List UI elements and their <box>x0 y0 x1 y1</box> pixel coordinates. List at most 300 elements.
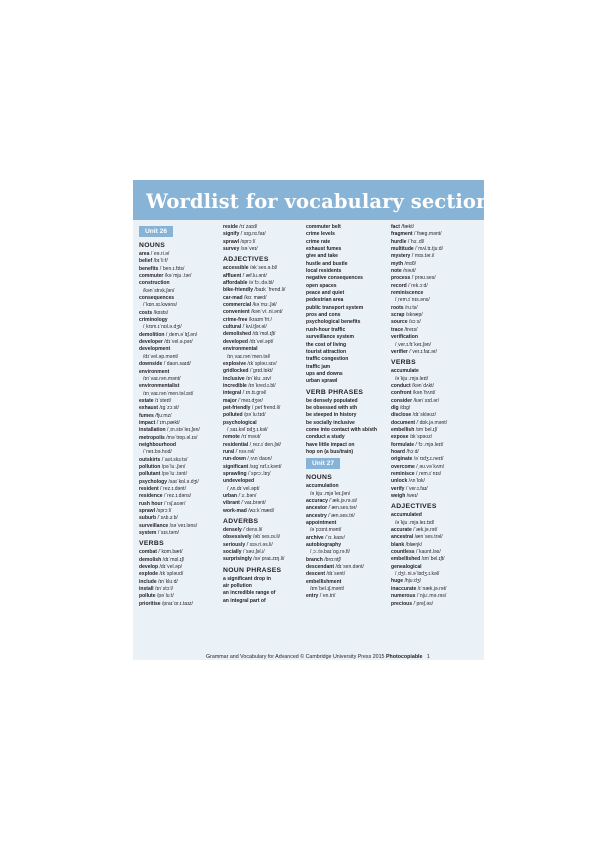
pronunciation: /dɪˈmɒl.ɪʃ/ <box>162 556 185 563</box>
pronunciation: /ˈfræɡ.mənt/ <box>414 231 442 238</box>
pronunciation: /ɪnˈkluː.sɪv/ <box>246 375 272 382</box>
headword: a significant drop in <box>223 575 271 582</box>
headword: explosive <box>223 360 247 367</box>
word-entry <box>223 376 301 383</box>
pronunciation: /ˈæf.lu.ənt/ <box>242 272 267 279</box>
pronunciation: /rɪˈzaɪd/ <box>239 224 258 230</box>
pronunciation: /ˈrʊə.rəl/ <box>235 448 255 455</box>
headword: commuter <box>139 273 164 280</box>
word-entry <box>139 361 219 368</box>
word-entry <box>306 253 388 260</box>
headword: costs <box>139 309 153 316</box>
headword: residence <box>139 493 163 500</box>
word-entry <box>306 442 388 449</box>
pronunciation: /ˌpetˈfrend.li/ <box>251 404 281 411</box>
pronunciation: /kraɪmˈfriː/ <box>248 316 272 323</box>
headword: belief <box>139 258 153 265</box>
headword: surveillance system <box>306 334 354 341</box>
word-entry <box>391 398 477 405</box>
section-heading: NOUNS <box>139 242 166 249</box>
pronunciation: /ˌkrɪm.ɪˈnɒl.ə.dʒi/ <box>143 324 182 331</box>
word-entry <box>391 512 477 519</box>
headword: sprawl <box>139 508 155 515</box>
word-entry <box>306 498 388 505</box>
headword: disclose <box>391 412 412 419</box>
headword: demolish <box>139 556 162 563</box>
headword: run-down <box>223 456 246 463</box>
pronunciation: /ɪnˌvaɪ.rənˈmen.təl.ɪst/ <box>143 390 194 397</box>
headword: urban <box>223 493 238 500</box>
headword: pet-friendly <box>223 404 251 411</box>
headword: hoard <box>391 448 406 455</box>
word-entry <box>306 261 388 268</box>
pronunciation: /baɪk ˈfrend.li/ <box>254 287 286 294</box>
word-entry <box>391 586 477 593</box>
headword: conduct a study <box>306 434 345 441</box>
pronunciation: /ˈsʌb.ɜːb/ <box>157 515 178 522</box>
word-entry <box>306 342 388 349</box>
pronunciation: /ˈmɪs.tər.i/ <box>411 253 435 260</box>
word-entry <box>223 368 301 375</box>
word-entry <box>391 527 477 534</box>
headword: be steeped in history <box>306 412 357 419</box>
pronunciation: /ruːts/ <box>405 304 418 311</box>
headword: an incredible range of <box>223 590 276 597</box>
word-entry <box>391 578 477 585</box>
word-entry <box>223 576 301 583</box>
word-entry <box>391 564 477 571</box>
word-entry <box>139 457 219 464</box>
pronunciation: /ɪɡˈzɔːst/ <box>159 405 179 412</box>
headword: psychology <box>139 478 168 485</box>
headword: accuracy <box>306 498 328 504</box>
word-entry <box>306 427 388 434</box>
pronunciation: /kɑː mæd/ <box>244 294 267 301</box>
word-entry <box>306 349 388 356</box>
section-heading: VERBS <box>139 540 164 548</box>
word-entry <box>223 331 301 338</box>
footer-copyright: Grammar and Vocabulary for Advanced © Cambridge University Press 2015 <box>206 654 385 660</box>
pronunciation: /ˈvaɪ.brənt/ <box>241 500 266 507</box>
headword: signify <box>223 231 240 238</box>
word-entry <box>391 312 477 319</box>
word-entry <box>391 493 477 500</box>
headword: ancestor <box>306 505 328 512</box>
pronunciation: /ˈfɔː.mjə.leɪt/ <box>415 441 444 448</box>
pronunciation: /kənˈsɪd.ər/ <box>413 397 440 404</box>
headword: verification <box>391 334 418 341</box>
pronunciation: /ˌdʒiː.ni.əˈlɒdʒ.ɪ.kəl/ <box>395 571 440 578</box>
headword: environment <box>139 368 170 375</box>
word-entry <box>306 571 388 578</box>
pronunciation: /bɪˈliːf/ <box>153 258 168 265</box>
headword: exhaust fumes <box>306 246 342 253</box>
section-heading: ADJECTIVES <box>223 256 269 264</box>
pronunciation: /səˈpraɪ.zɪŋ.li/ <box>253 556 285 563</box>
word-entry <box>139 369 219 376</box>
headword: developer <box>139 339 163 346</box>
headword: explode <box>139 571 159 578</box>
pronunciation: /ˈmeɪ.dʒər/ <box>238 397 263 404</box>
word-entry <box>306 542 388 549</box>
pronunciation: /sprɔːl/ <box>240 238 256 245</box>
wordlist-column-3 <box>306 224 388 601</box>
word-entry <box>306 224 388 231</box>
pronunciation: /mɪθ/ <box>404 260 417 267</box>
word-entry <box>139 266 219 273</box>
word-entry <box>223 302 301 309</box>
word-entry <box>391 412 477 419</box>
word-entry <box>391 368 477 375</box>
word-entry <box>223 317 301 324</box>
word-entry <box>391 478 477 485</box>
headword: source <box>391 319 408 326</box>
pronunciation: /ɪnˈkluːd/ <box>158 578 178 585</box>
pronunciation: /dɪˈsent/ <box>326 571 346 578</box>
word-entry <box>139 464 219 471</box>
pronunciation: /ˈhɜː.dl/ <box>407 238 425 245</box>
headword: be densely populated <box>306 397 358 404</box>
word-entry <box>223 493 301 500</box>
pronunciation: /ˌsaɪ.kəlˈɒdʒ.ɪ.kəl/ <box>227 426 268 433</box>
word-entry <box>306 275 388 282</box>
headword: prioritise <box>139 600 161 607</box>
word-entry <box>139 310 219 317</box>
word-entry <box>306 520 388 527</box>
headword: rush-hour traffic <box>306 326 346 333</box>
word-entry <box>223 273 301 280</box>
word-entry <box>223 405 301 412</box>
headword: consider <box>391 397 413 404</box>
section-heading: NOUNS <box>306 474 333 482</box>
headword: crime rate <box>306 238 331 245</box>
word-entry <box>391 434 477 441</box>
word-entry <box>391 405 477 412</box>
headword: traffic jam <box>306 363 331 370</box>
headword: crime-free <box>223 316 248 323</box>
headword: be socially inclusive <box>306 419 355 426</box>
pronunciation: /ɪnˈkred.ɪ.bl/ <box>248 382 276 389</box>
word-entry <box>139 593 219 600</box>
headword: major <box>223 397 237 404</box>
pronunciation: /kənˈviː.ni.ənt/ <box>251 309 283 316</box>
headword: estate <box>139 397 154 404</box>
word-entry <box>391 456 477 463</box>
word-entry <box>306 312 388 319</box>
headword: survey <box>223 246 240 253</box>
headword: installation <box>139 427 166 434</box>
pronunciation: /saɪˈkɒl.ə.dʒi/ <box>168 478 199 485</box>
word-entry <box>306 398 388 405</box>
headword: myth <box>391 260 404 267</box>
headword: densely <box>223 527 242 534</box>
word-entry <box>391 601 477 608</box>
pronunciation: /ˈæk.jə.rət/ <box>413 527 438 534</box>
word-entry <box>139 601 219 608</box>
pronunciation: /kənˈfrʌnt/ <box>412 390 436 397</box>
headword: numerous <box>391 593 416 600</box>
word-entry <box>391 327 477 334</box>
word-entry <box>306 327 388 334</box>
headword: ancestral <box>391 534 414 541</box>
pronunciation: /ʌnˈlɒk/ <box>408 478 425 485</box>
word-entry <box>223 508 301 515</box>
word-entry <box>306 334 388 341</box>
headword: reside <box>223 224 238 230</box>
headword: consequences <box>139 295 175 302</box>
headword: traffic congestion <box>306 356 349 363</box>
headword: fumes <box>139 412 154 419</box>
word-entry <box>223 534 301 541</box>
headword: an integral part of <box>223 597 266 604</box>
word-entry <box>306 535 388 542</box>
word-entry <box>391 549 477 556</box>
word-entry <box>223 265 301 272</box>
headword: blank <box>391 541 405 548</box>
pronunciation: /ˈdaʊn.saɪd/ <box>163 361 191 368</box>
pronunciation: /ɪkˈspləʊd/ <box>159 571 184 578</box>
pronunciation: /ˈnjuː.mə.rəs/ <box>416 593 447 600</box>
word-entry <box>223 361 301 368</box>
headword: vibrant <box>223 500 240 507</box>
headword: rush hour <box>139 500 163 507</box>
pronunciation: /kəˈmjuː.tər/ <box>164 273 192 280</box>
headword: expose <box>391 434 409 441</box>
headword: seriously <box>223 541 246 548</box>
pronunciation: /əˈfɔː.də.bl/ <box>248 280 274 287</box>
headword: precious <box>391 600 413 607</box>
pronunciation: /ˈɪm.pækt/ <box>156 419 180 426</box>
headword: integral <box>223 390 242 397</box>
pronunciation: /ˈɡrɪd.lɒkt/ <box>249 368 273 375</box>
word-entry <box>391 442 477 449</box>
headword: affordable <box>223 280 248 287</box>
headword: descendant <box>306 564 335 571</box>
pronunciation: /ˌəʊ.vəˈkʌm/ <box>416 463 445 470</box>
word-entry <box>223 287 301 294</box>
headword: pollution <box>139 463 161 470</box>
word-entry <box>391 383 477 390</box>
headword: come into contact with sb/sth <box>306 426 377 433</box>
pronunciation: /ˈaʊt.skɜːts/ <box>161 456 188 463</box>
headword: demolished <box>223 331 252 338</box>
headword: embellish <box>391 426 415 433</box>
headword: note <box>391 268 402 275</box>
word-entry <box>139 508 219 515</box>
headword: incredible <box>223 382 247 389</box>
wordlist-column-2 <box>223 224 301 605</box>
headword: hustle and bustle <box>306 260 348 267</box>
word-entry <box>306 319 388 326</box>
pronunciation: /ˈkɒm.bæt/ <box>158 549 183 556</box>
pronunciation: /hjuːdʒ/ <box>404 578 421 585</box>
pronunciation: /ˈæn.ses.tri/ <box>328 512 355 519</box>
headword: genealogical <box>391 563 422 570</box>
headword: develop <box>139 564 159 571</box>
headword: gridlocked <box>223 368 249 375</box>
pronunciation: /ɪnˈstɔːl/ <box>155 586 174 593</box>
pronunciation: /əbˈses.ɪv.li/ <box>253 534 280 541</box>
word-entry <box>306 297 388 304</box>
word-entry <box>223 295 301 302</box>
word-entry <box>139 486 219 493</box>
headword: tourist attraction <box>306 348 347 355</box>
headword: downside <box>139 361 163 368</box>
headword: psychological benefits <box>306 319 361 326</box>
pronunciation: /ˈrez.ɪ.dəns/ <box>163 493 192 500</box>
pronunciation: /ˈɜː.bən/ <box>238 493 257 500</box>
word-entry <box>139 586 219 593</box>
pronunciation: /əˈpɔɪnt.mənt/ <box>310 527 342 534</box>
headword: record <box>391 282 407 289</box>
pronunciation: /səˈveɪ/ <box>240 246 258 253</box>
pronunciation: /ˈrʌʃ.aʊər/ <box>163 500 186 507</box>
headword: process <box>391 275 411 282</box>
word-entry <box>223 542 301 549</box>
pronunciation: /ˈsəʊ.ʃəl.i/ <box>242 549 265 556</box>
word-entry <box>223 339 301 346</box>
headword: accumulation <box>306 483 339 490</box>
pronunciation: /ˈsɪɡ.nɪ.faɪ/ <box>240 231 266 238</box>
pronunciation: /skræp/ <box>405 312 423 319</box>
headword: construction <box>139 280 170 287</box>
word-entry <box>139 442 219 449</box>
pronunciation: /pəˈluː.tənt/ <box>161 471 187 478</box>
word-entry <box>391 239 477 246</box>
wordlist-column-1 <box>139 224 219 608</box>
word-entry <box>223 398 301 405</box>
word-entry <box>139 317 219 324</box>
word-entry <box>223 383 301 390</box>
unit-badge: Unit 26 <box>139 226 173 237</box>
headword: trace <box>391 326 404 333</box>
headword: give and take <box>306 253 338 260</box>
headword: pedestrian area <box>306 297 344 304</box>
pronunciation: /ˈpreʃ.əs/ <box>413 600 434 607</box>
word-entry <box>306 412 388 419</box>
pronunciation: /rɪˈməʊt/ <box>241 434 261 441</box>
word-entry <box>223 280 301 287</box>
pronunciation: /ˈsɪs.təm/ <box>157 530 179 537</box>
headword: pros and cons <box>306 312 341 319</box>
word-entry <box>139 398 219 405</box>
headword: air pollution <box>223 583 252 590</box>
pronunciation: /məˈtrɒp.əl.ɪs/ <box>166 434 198 441</box>
headword: descent <box>306 571 326 578</box>
word-entry <box>306 283 388 290</box>
headword: ancestry <box>306 512 327 519</box>
word-entry <box>223 500 301 507</box>
word-entry <box>139 280 219 287</box>
headword: weigh <box>391 493 406 500</box>
word-entry <box>306 371 388 378</box>
headword: fragment <box>391 231 413 238</box>
headword: archive <box>306 534 324 541</box>
word-entry <box>223 549 301 556</box>
word-entry <box>391 290 477 297</box>
headword: accessible <box>223 265 249 272</box>
headword: sprawling <box>223 471 247 477</box>
word-entry <box>223 346 301 353</box>
word-entry <box>139 530 219 537</box>
word-entry <box>306 420 388 427</box>
headword: benefits <box>139 265 159 272</box>
headword: verify <box>391 485 405 492</box>
word-entry <box>223 449 301 456</box>
headword: convenient <box>223 309 250 316</box>
headword: pollutant <box>139 471 161 478</box>
pronunciation: /ˌrʌnˈdaʊn/ <box>247 456 272 463</box>
pronunciation: /pəˈluː.ʃən/ <box>161 463 186 470</box>
word-entry <box>223 456 301 463</box>
pronunciation: /ˈver.ɪ.faɪ/ <box>405 485 428 492</box>
word-entry <box>306 505 388 512</box>
headword: reminisce <box>391 471 415 477</box>
headword: install <box>139 586 154 593</box>
headword: peace and quiet <box>306 290 345 297</box>
pronunciation: /ˈneɪ.bə.hʊd/ <box>143 449 172 456</box>
headword: resident <box>139 486 159 492</box>
pronunciation: /kɒsts/ <box>153 309 169 316</box>
word-entry <box>391 261 477 268</box>
pronunciation: /wɜːkˈmæd/ <box>248 507 275 514</box>
pronunciation: /ˈæk.jə.rə.si/ <box>329 498 358 504</box>
pronunciation: /ˈeə.ri.ə/ <box>150 251 170 257</box>
word-entry <box>139 413 219 420</box>
pronunciation: /ɪnˌvaɪ.rənˈmen.təl/ <box>227 353 271 360</box>
headword: socially <box>223 549 242 556</box>
headword: have little impact on <box>306 441 355 448</box>
pronunciation: /ˌdem.əˈlɪʃ.ən/ <box>165 331 198 338</box>
pronunciation: /hɔːd/ <box>406 448 419 455</box>
headword: include <box>139 578 157 585</box>
section-heading: VERB PHRASES <box>306 388 364 396</box>
pronunciation: /dɪˈsen.dənt/ <box>335 564 364 571</box>
pronunciation: /nəʊt/ <box>403 268 416 275</box>
word-entry <box>223 471 301 478</box>
word-entry <box>223 412 301 419</box>
headword: sprawl <box>223 238 239 245</box>
headword: significant <box>223 463 249 470</box>
headword: area <box>139 251 150 257</box>
word-entry <box>223 231 301 238</box>
headword: embellished <box>391 556 421 563</box>
footer-photocopiable: Photocopiable <box>385 654 423 660</box>
headword: hurdle <box>391 238 407 245</box>
word-entry <box>139 579 219 586</box>
word-entry <box>139 493 219 500</box>
word-entry <box>391 427 477 434</box>
word-entry <box>139 251 219 258</box>
headword: commuter belt <box>306 224 341 230</box>
pronunciation: /ˌver.ɪ.fɪˈkeɪ.ʃən/ <box>395 341 431 348</box>
unit-badge: Unit 27 <box>306 458 340 469</box>
headword: work-mad <box>223 507 247 514</box>
word-entry <box>139 405 219 412</box>
word-entry <box>223 590 301 597</box>
pronunciation: /ɪˈnæk.jə.rət/ <box>417 585 447 592</box>
section-heading: ADJECTIVES <box>391 503 437 511</box>
word-entry <box>306 356 388 363</box>
headword: originate <box>391 456 413 463</box>
pronunciation: /ænˈses.trəl/ <box>414 534 443 541</box>
headword: inclusive <box>223 375 245 382</box>
headword: undeveloped <box>223 478 255 485</box>
pronunciation: /ˌrem.ɪˈnɪs/ <box>415 471 442 477</box>
headword: autobiography <box>306 542 342 549</box>
pronunciation: /pəˈluːtɪd/ <box>244 412 266 419</box>
headword: bike-friendly <box>223 287 254 294</box>
